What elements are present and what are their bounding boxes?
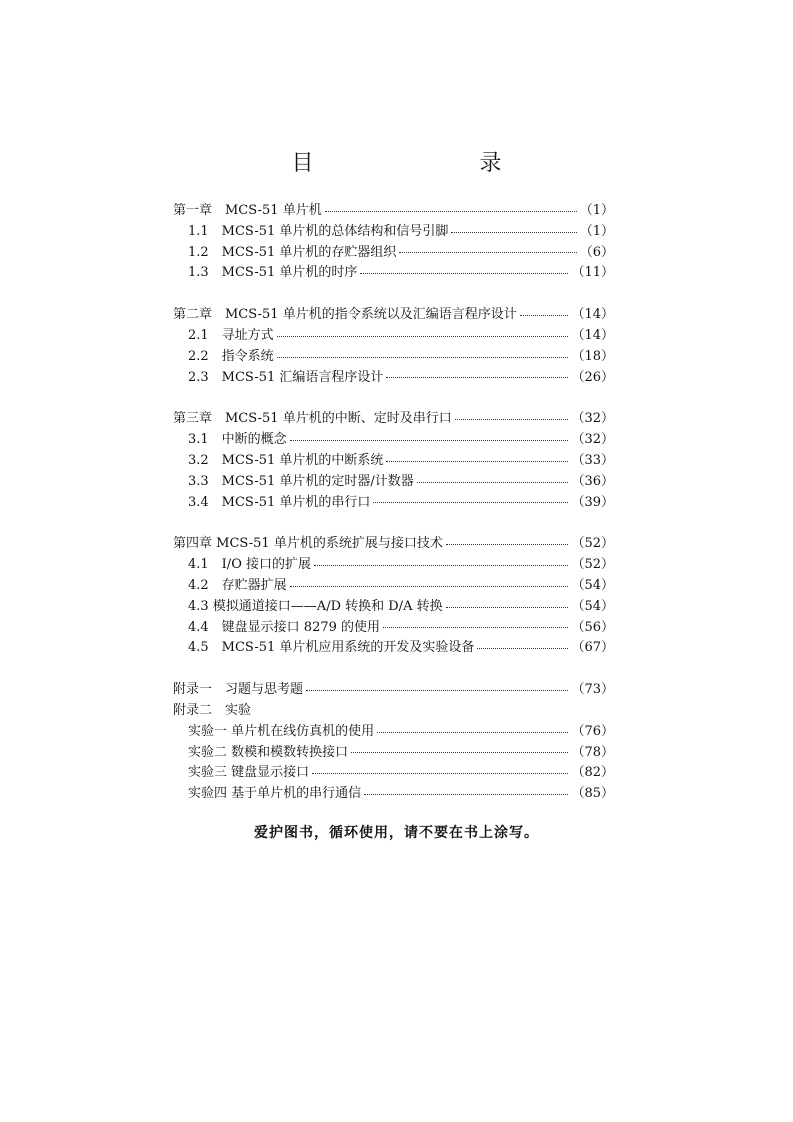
dot-leader — [325, 211, 577, 212]
toc-section-entry[interactable] — [173, 741, 614, 762]
toc-entry-label: 第三章 MCS-51 单片机的中断、定时及串行口 — [173, 411, 452, 427]
dot-leader — [277, 336, 569, 337]
toc-entry-label: 4.2 存贮器扩展 — [188, 577, 287, 593]
toc-entry-label: 附录二 实验 — [173, 702, 252, 718]
toc-entry-page-number: （6） — [579, 244, 614, 260]
toc-entry-page-number: （14） — [571, 307, 614, 323]
toc-entry-label: 1.1 MCS-51 单片机的总体结构和信号引脚 — [188, 223, 449, 239]
toc-entry-page-number: （11） — [571, 265, 614, 281]
toc-entry-label: 4.1 I/O 接口的扩展 — [188, 557, 311, 573]
toc-entry-label: 3.3 MCS-51 单片机的定时器/计数器 — [188, 473, 414, 489]
toc-entry-label: 第二章 MCS-51 单片机的指令系统以及汇编语言程序设计 — [173, 307, 517, 323]
toc-entry-label: 实验三 键盘显示接口 — [188, 765, 310, 781]
toc-section-entry[interactable] — [173, 574, 614, 595]
toc-entry-label: 4.5 MCS-51 单片机应用系统的开发及实验设备 — [188, 640, 475, 656]
toc-entry-page-number: （52） — [571, 536, 614, 552]
toc-chapter-entry[interactable] — [173, 532, 614, 553]
toc-section-entry[interactable] — [173, 470, 614, 491]
dot-leader — [360, 273, 568, 274]
toc-entry-page-number: （1） — [579, 203, 614, 218]
toc-entry-label: 3.2 MCS-51 单片机的中断系统 — [188, 452, 384, 468]
toc-entry-label: 第一章 MCS-51 单片机 — [173, 203, 322, 218]
toc-section-entry[interactable] — [173, 616, 614, 637]
toc-entry-label: 4.4 键盘显示接口 8279 的使用 — [188, 619, 381, 635]
dot-leader — [386, 461, 568, 462]
dot-leader — [373, 502, 568, 503]
toc-chapter-entry[interactable] — [173, 303, 614, 324]
toc-entry-page-number: （82） — [571, 765, 614, 781]
toc-entry-page-number: （1） — [579, 223, 614, 239]
toc-entry-label: 2.1 寻址方式 — [188, 327, 274, 343]
table-of-contents — [173, 199, 614, 803]
dot-leader — [477, 648, 568, 649]
toc-entry-label: 1.2 MCS-51 单片机的存贮器组织 — [188, 244, 397, 260]
dot-leader — [520, 315, 569, 316]
dot-leader — [451, 232, 576, 233]
dot-leader — [446, 607, 569, 608]
toc-section-entry[interactable] — [173, 720, 614, 741]
toc-entry-page-number: （36） — [571, 473, 614, 489]
toc-entry-page-number: （32） — [571, 411, 614, 427]
toc-entry-label: 2.3 MCS-51 汇编语言程序设计 — [188, 369, 384, 385]
toc-entry-label: 实验一 单片机在线仿真机的使用 — [188, 723, 375, 739]
toc-entry-page-number: （26） — [571, 369, 614, 385]
toc-chapter-entry[interactable] — [173, 199, 614, 220]
toc-entry-page-number: （33） — [571, 452, 614, 468]
toc-entry-label: 实验二 数模和模数转换接口 — [188, 744, 349, 760]
dot-leader — [455, 419, 569, 420]
dot-leader — [312, 773, 568, 774]
toc-section-entry[interactable] — [173, 324, 614, 345]
toc-entry-page-number: （73） — [571, 682, 614, 698]
dot-leader — [417, 482, 569, 483]
toc-entry-label: 4.3 模拟通道接口——A/D 转换和 D/A 转换 — [188, 598, 443, 614]
dot-leader — [364, 794, 568, 795]
toc-section-entry[interactable] — [173, 595, 614, 616]
toc-entry-page-number: （32） — [571, 432, 614, 448]
toc-entry-page-number: （78） — [571, 744, 614, 760]
toc-entry-page-number: （14） — [571, 327, 614, 343]
page-title: 目 录 — [291, 151, 574, 176]
toc-section-entry[interactable] — [173, 241, 614, 262]
toc-entry-label: 2.2 指令系统 — [188, 348, 274, 364]
toc-chapter-entry[interactable] — [173, 678, 614, 699]
toc-entry-label: 附录一 习题与思考题 — [173, 682, 304, 698]
toc-entry-page-number: （39） — [571, 494, 614, 510]
toc-entry-label: 3.4 MCS-51 单片机的串行口 — [188, 494, 371, 510]
toc-entry-page-number: （18） — [571, 348, 614, 364]
toc-entry-page-number: （76） — [571, 723, 614, 739]
dot-leader — [290, 440, 569, 441]
toc-section-entry[interactable] — [173, 220, 614, 241]
toc-section-entry[interactable] — [173, 366, 614, 387]
toc-entry-label: 1.3 MCS-51 单片机的时序 — [188, 265, 358, 281]
dot-leader — [446, 544, 569, 545]
toc-entry-label: 实验四 基于单片机的串行通信 — [188, 786, 362, 802]
toc-chapter-entry[interactable] — [173, 699, 614, 720]
toc-section-entry[interactable] — [173, 345, 614, 366]
toc-section-entry[interactable] — [173, 449, 614, 470]
dot-leader — [399, 252, 576, 253]
toc-section-entry[interactable] — [173, 636, 614, 657]
toc-section-entry[interactable] — [173, 261, 614, 282]
dot-leader — [383, 627, 568, 628]
toc-entry-page-number: （52） — [571, 557, 614, 573]
toc-chapter-entry[interactable] — [173, 407, 614, 428]
toc-entry-page-number: （56） — [571, 619, 614, 635]
toc-section-entry[interactable] — [173, 428, 614, 449]
toc-section-entry[interactable] — [173, 553, 614, 574]
care-notice: 爱护图书，循环使用，请不要在书上涂写。 — [254, 825, 539, 841]
toc-entry-page-number: （67） — [571, 640, 614, 656]
toc-section-entry[interactable] — [173, 782, 614, 803]
toc-entry-label: 3.1 中断的概念 — [188, 432, 287, 448]
dot-leader — [377, 732, 568, 733]
toc-section-entry[interactable] — [173, 761, 614, 782]
dot-leader — [351, 752, 568, 753]
toc-entry-page-number: （54） — [571, 577, 614, 593]
toc-entry-label: 第四章 MCS-51 单片机的系统扩展与接口技术 — [173, 536, 443, 552]
toc-entry-page-number: （85） — [571, 786, 614, 802]
dot-leader — [290, 586, 569, 587]
dot-leader — [314, 565, 568, 566]
toc-section-entry[interactable] — [173, 491, 614, 512]
dot-leader — [386, 377, 568, 378]
dot-leader — [277, 357, 569, 358]
dot-leader — [306, 690, 568, 691]
toc-entry-page-number: （54） — [571, 598, 614, 614]
